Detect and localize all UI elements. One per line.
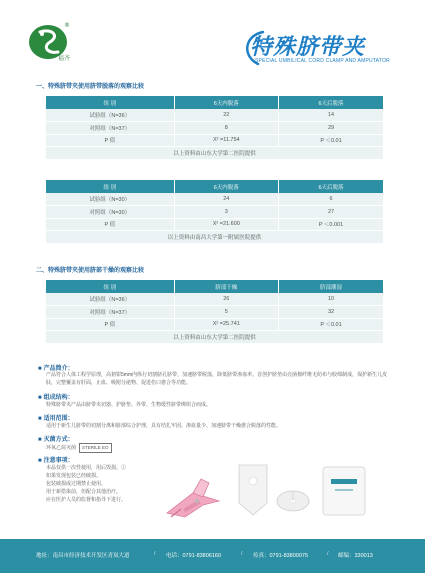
table3 (46, 280, 383, 343)
footer-fax: 传真：0791-83800075 (253, 553, 309, 559)
table-row (46, 122, 383, 135)
footer-phone: 电话：0791-83806160 (166, 553, 222, 559)
table3-header-cell: 组 别 (46, 280, 174, 293)
table-row (46, 134, 383, 147)
table-cell: 对照组（N=37） (46, 122, 174, 135)
table-row (46, 193, 383, 206)
table-cell: 8 (174, 122, 278, 135)
table-cell: 5 (174, 306, 278, 319)
table1-header-row (46, 96, 383, 109)
bullet-icon: ■ (38, 395, 42, 401)
table-footnote: 以上资料由南昌大学第一附属医院提供 (46, 231, 383, 244)
table-footnote-row (46, 331, 383, 344)
table-cell: 27 (279, 206, 383, 219)
table-cell: X² =25.741 (174, 318, 278, 331)
table-row (46, 318, 383, 331)
package-icon (323, 467, 365, 515)
table-cell: 试验组（N=30） (46, 193, 174, 206)
logo-text: 福齐 (58, 55, 71, 62)
table-cell: 22 (174, 109, 278, 122)
table-row (46, 206, 383, 219)
table-cell: 对照组（N=37） (46, 306, 174, 319)
table-cell: 26 (174, 293, 278, 306)
table2-header-row (46, 180, 383, 193)
notes-label-text: 注意事项： (43, 458, 74, 464)
sterile-text: 环氧乙烷灭菌 (46, 445, 77, 451)
composition-label (38, 392, 74, 401)
footer-separator: / (154, 551, 156, 557)
table-row (46, 293, 383, 306)
sterile-badge: STERILE EO (79, 443, 112, 453)
table-cell: X² =11.754 (174, 134, 278, 147)
section2-title: 二、特殊脐带夹使用脐部干燥的观察比较 (36, 268, 145, 274)
table-cell: 24 (174, 193, 278, 206)
composition-text: 特殊脐带夹产品由脐带夹切器、护脐垫、外带、生物缓性脐带绑组合而成。 (46, 402, 212, 408)
bullet-icon: ■ (38, 416, 42, 422)
table2-header-cell: 6天后脱落 (279, 180, 383, 193)
table-cell: 6 (279, 193, 383, 206)
table-row (46, 306, 383, 319)
table2-header-cell: 6天内脱落 (174, 180, 278, 193)
scope-label-text: 适用范围： (43, 416, 74, 422)
table-footnote-row (46, 147, 383, 160)
sterile-label-text: 灭菌方式： (43, 437, 74, 443)
footer-zip: 邮编：330013 (338, 553, 373, 559)
table3-header-cell: 脐部潮湿 (279, 280, 383, 293)
note-item: 应在医护人员的监督和指导下进行。 (46, 497, 127, 503)
footer-separator: / (241, 551, 243, 557)
clamp-cutter-icon (167, 479, 219, 517)
table-cell: P ＜0.01 (279, 318, 383, 331)
notes-label (38, 455, 74, 464)
cord-pad-icon (239, 465, 267, 515)
table-cell: P 值 (46, 218, 174, 231)
bullet-icon: ■ (38, 366, 42, 372)
composition-label-text: 组成结构： (43, 395, 74, 401)
table2-header-cell: 组 别 (46, 180, 174, 193)
notes-list (46, 464, 161, 504)
note-item: 本品仅供一次性使用，用后毁损。② (46, 465, 127, 471)
scope-label (38, 413, 74, 422)
table-cell: 试验组（N=36） (46, 109, 174, 122)
table-cell: P 值 (46, 134, 174, 147)
brand-subtitle: SPECIAL UMBILICAL CORD CLAMP AND AMPUTATOR (255, 58, 390, 64)
table-footnote: 以上资料由山东大学第二医院提供 (46, 331, 383, 344)
table-cell: X² =21.600 (174, 218, 278, 231)
table-footnote: 以上资料由山东大学第二医院提供 (46, 147, 383, 160)
table-cell: P ＜0.01 (279, 134, 383, 147)
table-cell: 10 (279, 293, 383, 306)
table-cell: P 值 (46, 318, 174, 331)
note-item: 包装破损或过期禁止使用。 (46, 481, 107, 487)
footer-bar (0, 539, 425, 573)
table-cell: 3 (174, 206, 278, 219)
brand-title: 特殊脐带夹 (250, 34, 366, 59)
intro-text: 产品符合人体工程学原理，高韧钳5mm内纵行切割脐孔脐带，加速脐带脱落，降低脐带渗血率。首创护脐垫由亮菌棉纤维无纺布与胶绵制成，保护新生儿皮肤，完整覆盖有肝面，止血、吸附分泌物、促进伤口愈合等功能。 (46, 372, 388, 386)
scope-text: 适用于新生儿脐带的切割分离和脐部综合护理，具有结扎牢固、渗血量少、加速脐带干燥愈合脱落的性能。 (46, 423, 282, 429)
table3-header-cell: 脐部干燥 (174, 280, 278, 293)
registered-mark: ® (64, 22, 70, 29)
table1 (46, 96, 383, 159)
table1-header-cell: 6天后脱落 (279, 96, 383, 109)
table-row (46, 109, 383, 122)
table-cell: 对照组（N=30） (46, 206, 174, 219)
table3-header-row (46, 280, 383, 293)
table1-header-cell: 组 别 (46, 96, 174, 109)
table2 (46, 180, 383, 243)
table-cell: P ＜0.001 (279, 218, 383, 231)
table-footnote-row (46, 231, 383, 244)
table-row (46, 218, 383, 231)
section1-title: 一、特殊脐带夹使用脐带脱落的观察比较 (36, 84, 145, 90)
pad-disc-icon (277, 491, 309, 511)
note-item: 如果发现包装已经破损。 (46, 473, 102, 479)
table1-header-cell: 6天内脱落 (174, 96, 278, 109)
sterile-label (38, 434, 74, 443)
table-cell: 32 (279, 306, 383, 319)
footer-address: 地址：南昌市经济技术开发区青岚大道 (36, 553, 130, 559)
intro-label-text: 产品简介： (43, 366, 74, 372)
bullet-icon: ■ (38, 458, 42, 464)
bullet-icon: ■ (38, 437, 42, 443)
table-cell: 试验组（N=36） (46, 293, 174, 306)
table-cell: 14 (279, 109, 383, 122)
footer-separator: / (327, 551, 329, 557)
table-cell: 29 (279, 122, 383, 135)
note-item: 用于新搭染前，但配合其他治疗。 (46, 489, 122, 495)
sterile-line (46, 443, 391, 453)
product-photo (163, 457, 385, 527)
